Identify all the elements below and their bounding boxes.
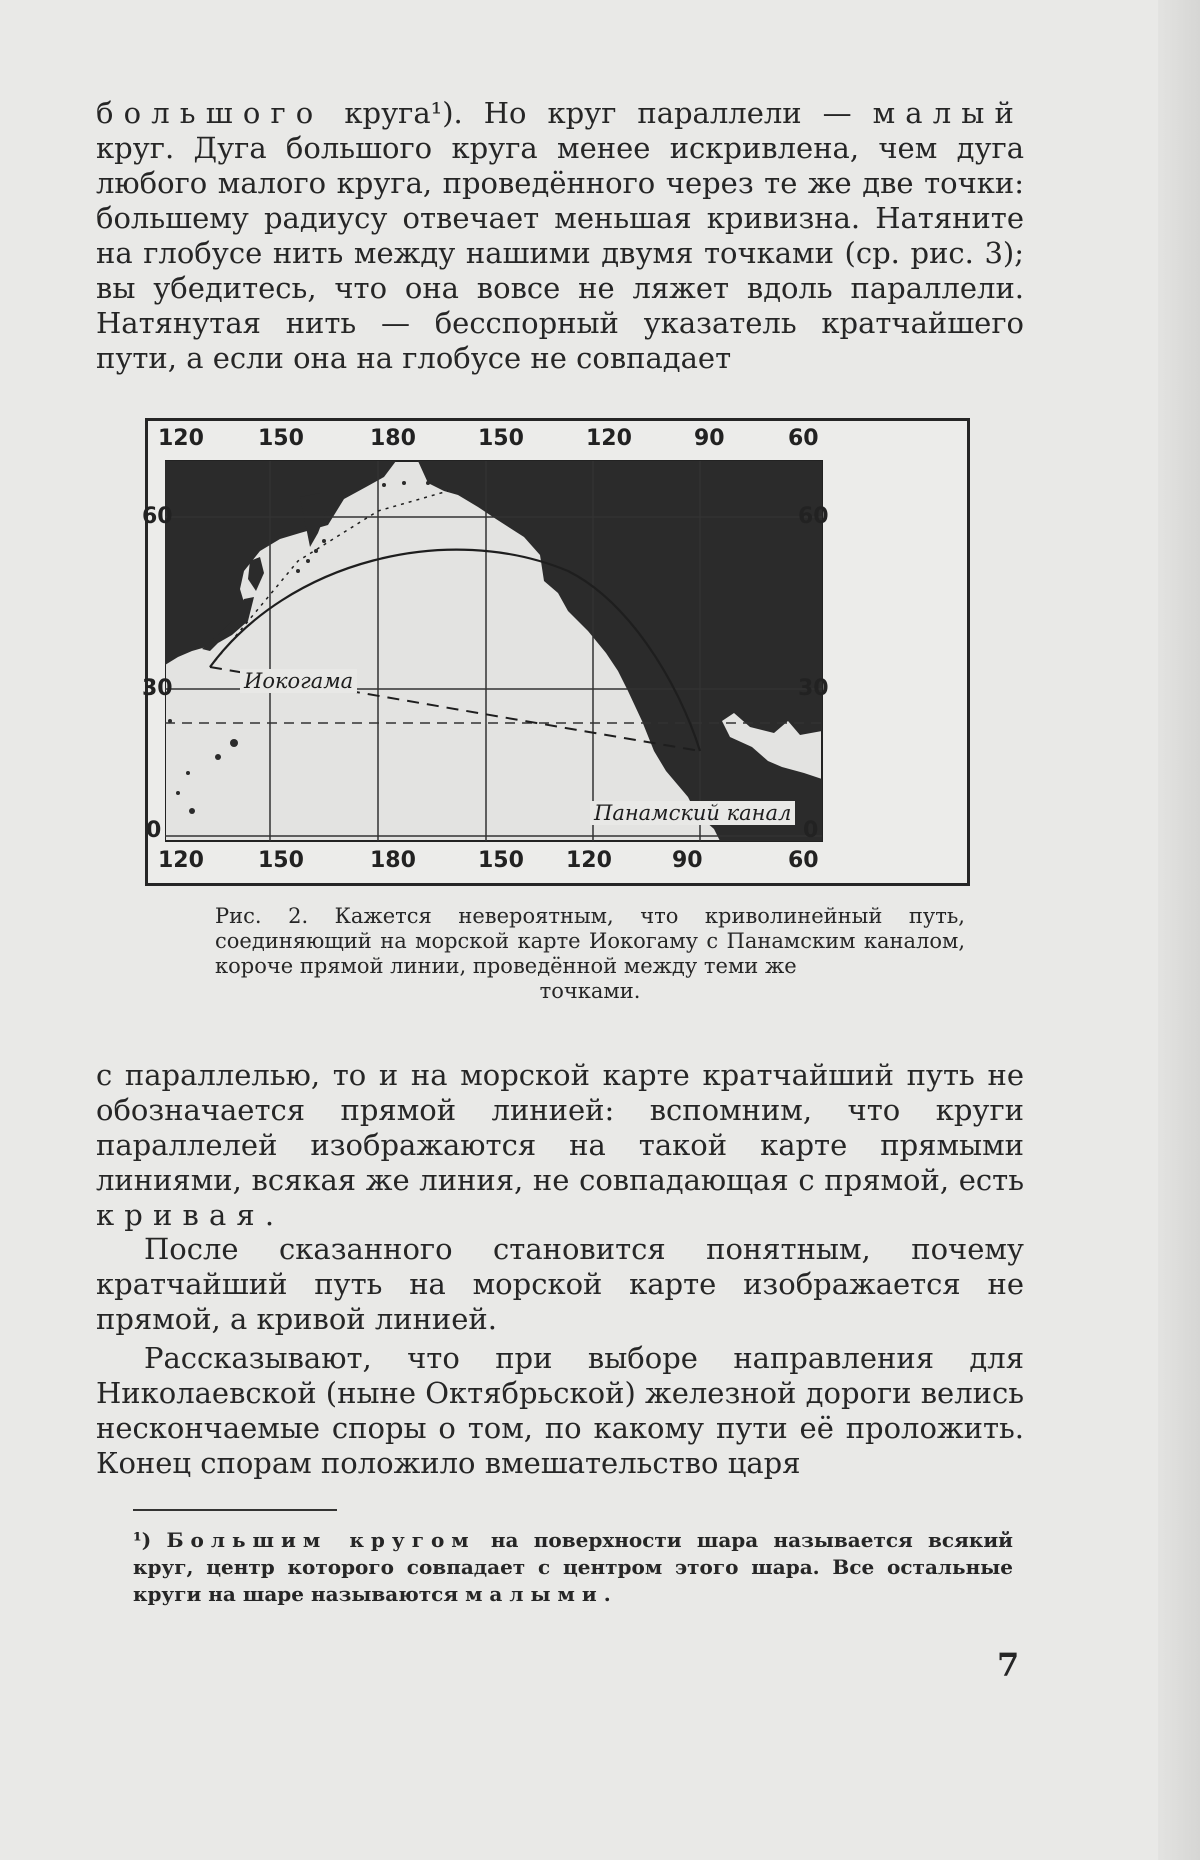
lon-top-2: 180	[370, 426, 416, 451]
lon-top-5: 90	[694, 426, 725, 451]
lat-left-0: 0	[146, 818, 162, 843]
figure-caption	[215, 904, 965, 1004]
lon-top-6: 60	[788, 426, 819, 451]
label-panama-canal: Панамский канал	[590, 801, 795, 825]
lon-top-1: 150	[258, 426, 304, 451]
lon-bottom-2: 180	[370, 848, 416, 873]
text-run: с параллелью, то и на морской карте кратчайший путь не обозначается прямой линией: вспомним, что круги параллелей изображаются на такой карте прямыми линиями, всякая же линия, не совпадающая с прямой, есть	[96, 1058, 1024, 1197]
lon-top-3: 150	[478, 426, 524, 451]
paragraph-4: Рассказывают, что при выборе направления для Николаевской (ныне Октябрьской) железной дороги велись нескончаемые споры о том, по какому пути её проложить. Конец спорам положило вмешательство царя	[96, 1341, 1024, 1480]
paragraph-2	[96, 1058, 1024, 1233]
text-run: круг. Дуга большого круга менее искривлена, чем дуга любого малого круга, проведённого через те же две точки: большему радиусу отвечает меньшая кривизна. Натяните на глобусе нить между нашими двумя точками (ср. рис. 3); вы убедитесь, что она вовсе не ляжет вдоль параллели. Натянутая нить — бесспорный указатель кратчайшего пути, а если она на глобусе не совпадает	[96, 131, 1024, 375]
text-run: круга¹). Но круг параллели —	[323, 96, 873, 130]
lon-top-4: 120	[586, 426, 632, 451]
spaced-word: Большим кругом	[166, 1528, 476, 1552]
spaced-word: малый	[872, 96, 1024, 130]
figure-map	[142, 418, 970, 886]
lon-bottom-5: 90	[672, 848, 703, 873]
lon-bottom-1: 150	[258, 848, 304, 873]
footnote	[133, 1527, 1013, 1608]
footnote-mark: ¹)	[133, 1528, 167, 1552]
lat-right-0: 0	[803, 818, 819, 843]
paragraph-1	[96, 96, 1024, 376]
lon-bottom-3: 150	[478, 848, 524, 873]
footnote-rule	[133, 1509, 337, 1511]
text-run: .	[264, 1198, 275, 1232]
lon-top-0: 120	[158, 426, 204, 451]
text-run: на поверхности шара называется всякий круг, центр которого совпадает с центром этого шара. Все остальные круги на шаре называются	[133, 1528, 1014, 1606]
text-run: .	[603, 1582, 611, 1606]
lat-left-60: 60	[142, 504, 173, 529]
lon-bottom-0: 120	[158, 848, 204, 873]
label-yokohama: Иокогама	[240, 669, 357, 693]
spaced-word: большого	[96, 96, 324, 130]
lat-right-60: 60	[798, 504, 829, 529]
map-graphic	[148, 421, 967, 883]
caption-last-line: точками.	[539, 979, 641, 1003]
paragraph-3: После сказанного становится понятным, почему кратчайший путь на морской карте изображается не прямой, а кривой линией.	[96, 1232, 1024, 1336]
lon-bottom-4: 120	[566, 848, 612, 873]
spaced-word: кривая	[96, 1198, 265, 1232]
lon-bottom-6: 60	[788, 848, 819, 873]
page-number: 7	[997, 1646, 1020, 1684]
caption-text: Рис. 2. Кажется невероятным, что криволинейный путь, соединяющий на морской карте Иокогаму с Панамским каналом, короче прямой линии, проведённой между теми же	[215, 904, 965, 978]
lat-left-30: 30	[142, 676, 173, 701]
page-edge-shadow	[1158, 0, 1200, 1860]
spaced-word: малыми	[465, 1582, 604, 1606]
lat-right-30: 30	[798, 676, 829, 701]
